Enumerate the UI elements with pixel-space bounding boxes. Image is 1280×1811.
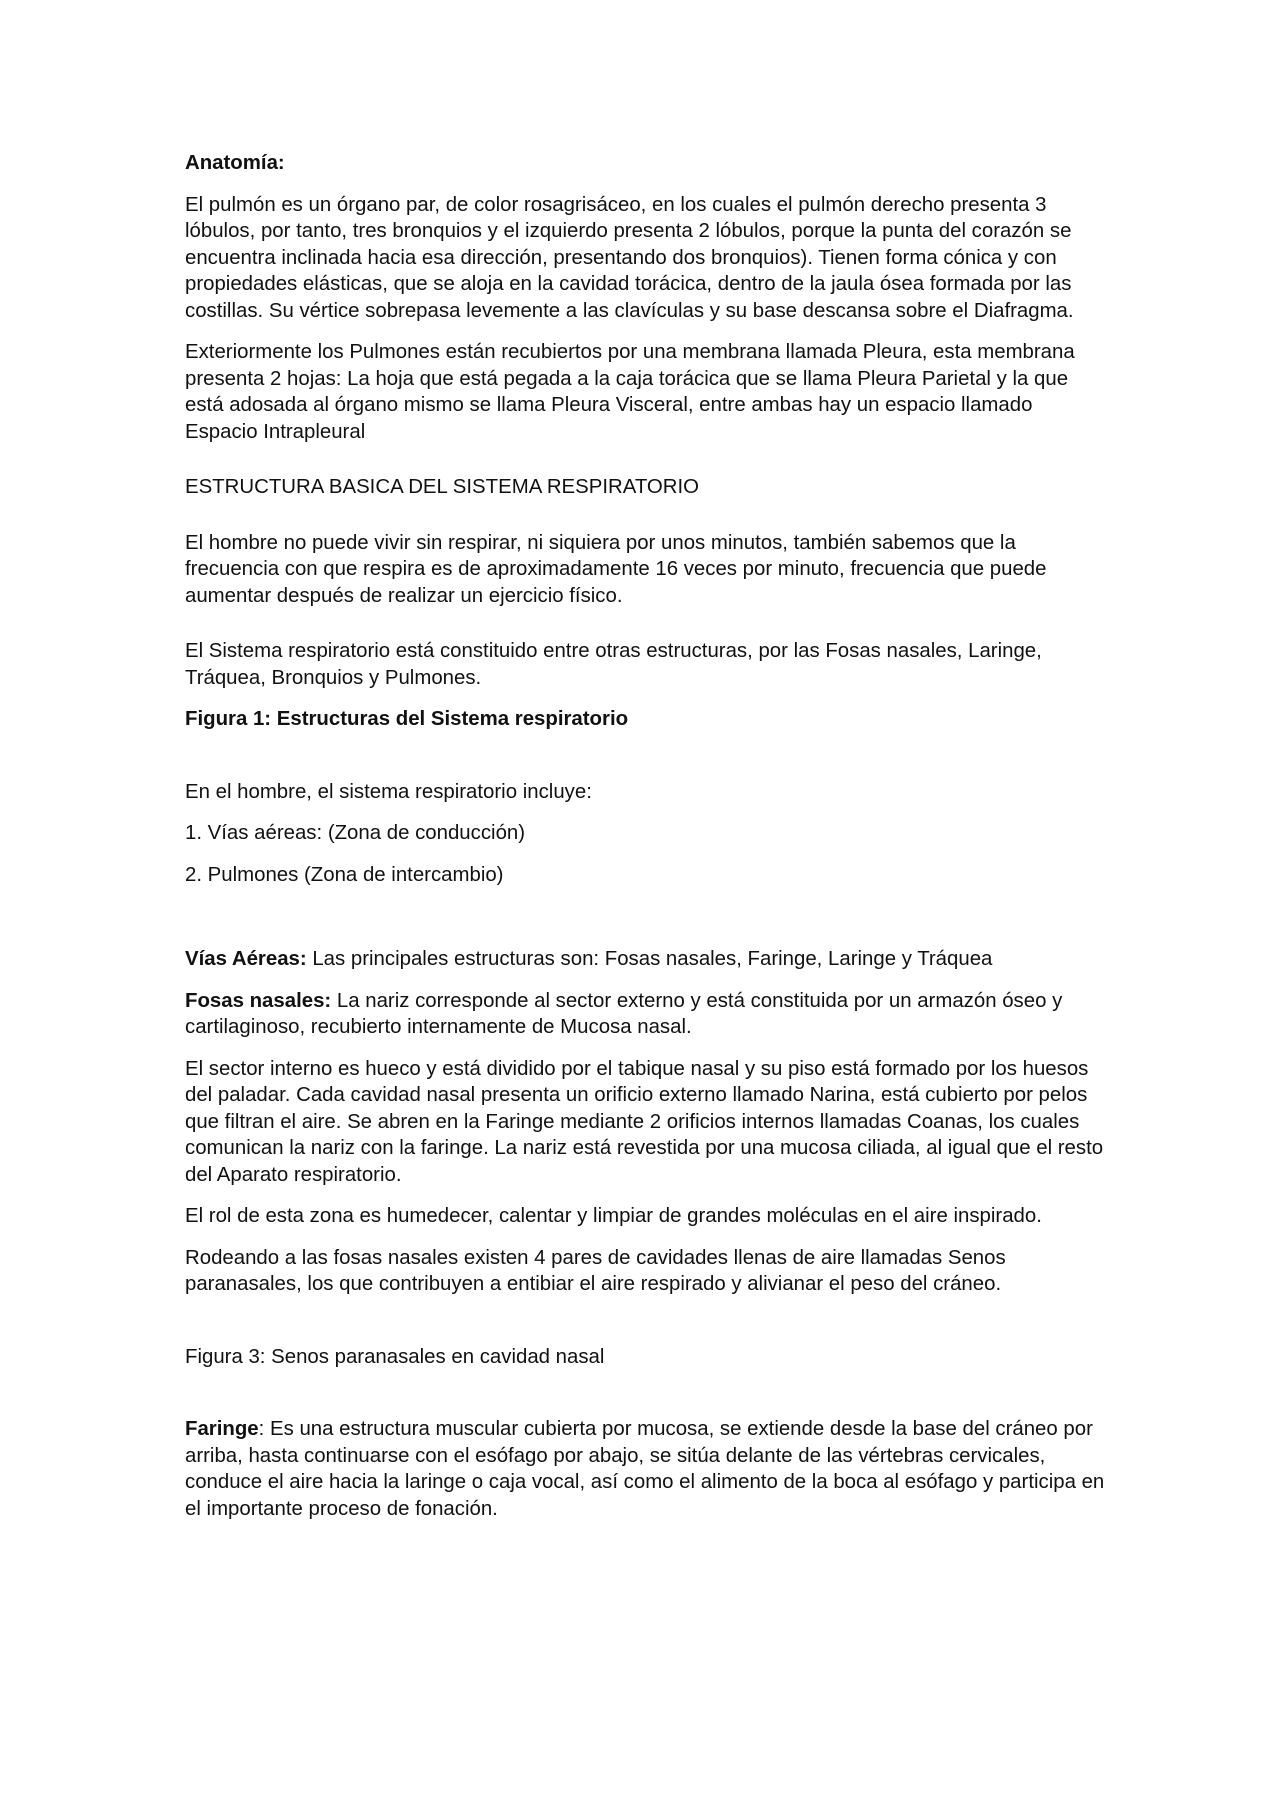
paragraph-pleura: Exteriormente los Pulmones están recubiertos por una membrana llamada Pleura, esta membrana presenta 2 hojas: La hoja que está pegada a la caja torácica que se llama Pleura Parietal y la que está adosada al órgano mismo se llama Pleura Visceral, entre ambas hay un espacio llamado Espacio Intrapleural [185, 341, 1075, 443]
paragraph-incluye: En el hombre, el sistema respiratorio incluye: [185, 780, 592, 803]
faringe-text: : Es una estructura muscular cubierta por mucosa, se extiende desde la base del cráneo por arriba, hasta continuarse con el esófago por abajo, se sitúa delante de las vértebras cervicales, conduce el aire hacia la laringe o caja vocal, así como el alimento de la boca al esófago y participa en el importante proceso de fonación. [185, 1418, 1105, 1520]
list-item: 2. Pulmones (Zona de intercambio) [185, 863, 504, 886]
faringe-label: Faringe [185, 1418, 259, 1440]
paragraph-pulmon: El pulmón es un órgano par, de color rosagrisáceo, en los cuales el pulmón derecho presenta 3 lóbulos, por tanto, tres bronquios y el izquierdo presenta 2 lóbulos, porque la punta del corazón se encuentra inclinada hacia esa dirección, presentando dos bronquios). Tienen forma cónica y con propiedades elásticas, que se aloja en la cavidad torácica, dentro de la jaula ósea formada por las costillas. Su vértice sobrepasa levemente a las clavículas y su base descansa sobre el Diafragma. [185, 193, 1074, 322]
heading-anatomia: Anatomía: [185, 152, 285, 174]
figure-3-caption: Figura 3: Senos paranasales en cavidad nasal [185, 1345, 605, 1368]
fosas-nasales-label: Fosas nasales: [185, 989, 332, 1012]
vias-aereas-label: Vías Aéreas: [185, 948, 307, 970]
paragraph-respirar: El hombre no puede vivir sin respirar, ni siquiera por unos minutos, también sabemos que la frecuencia con que respira es de aproximadamente 16 veces por minuto, frecuencia que puede aumentar después de realizar un ejercicio físico. [185, 531, 1047, 607]
fosas-nasales-text: La nariz corresponde al sector externo y está constituida por un armazón óseo y cartilaginoso, recubierto internamente de Mucosa nasal. [185, 989, 1063, 1038]
section-title: ESTRUCTURA BASICA DEL SISTEMA RESPIRATORIO [185, 476, 700, 498]
vias-aereas-text: Las principales estructuras son: Fosas nasales, Faringe, Laringe y Tráquea [306, 948, 993, 970]
paragraph-senos: Rodeando a las fosas nasales existen 4 pares de cavidades llenas de aire llamadas Senos paranasales, los que contribuyen a entibiar el aire respirado y alivianar el peso del cráneo. [185, 1246, 1006, 1295]
paragraph-fosas-nasales [185, 988, 1105, 1041]
paragraph-rol: El rol de esta zona es humedecer, calentar y limpiar de grandes moléculas en el aire inspirado. [185, 1205, 1042, 1227]
paragraph-sector-interno: El sector interno es hueco y está dividido por el tabique nasal y su piso está formado por los huesos del paladar. Cada cavidad nasal presenta un orificio externo llamado Narina, está cubierto por pelos que filtran el aire. Se abren en la Faringe mediante 2 orificios internos llamadas Coanas, los cuales comunican la nariz con la faringe. La nariz está revestida por una mucosa ciliada, al igual que el resto del Aparato respiratorio. [185, 1057, 1104, 1186]
paragraph-faringe [185, 1416, 1105, 1522]
paragraph-sistema: El Sistema respiratorio está constituido entre otras estructuras, por las Fosas nasales, Laringe, Tráquea, Bronquios y Pulmones. [185, 640, 1042, 689]
list-item: 1. Vías aéreas: (Zona de conducción) [185, 822, 526, 844]
paragraph-vias-aereas [185, 946, 1105, 973]
figure-1-caption: Figura 1: Estructuras del Sistema respiratorio [185, 708, 629, 730]
document-page [185, 150, 1105, 1522]
